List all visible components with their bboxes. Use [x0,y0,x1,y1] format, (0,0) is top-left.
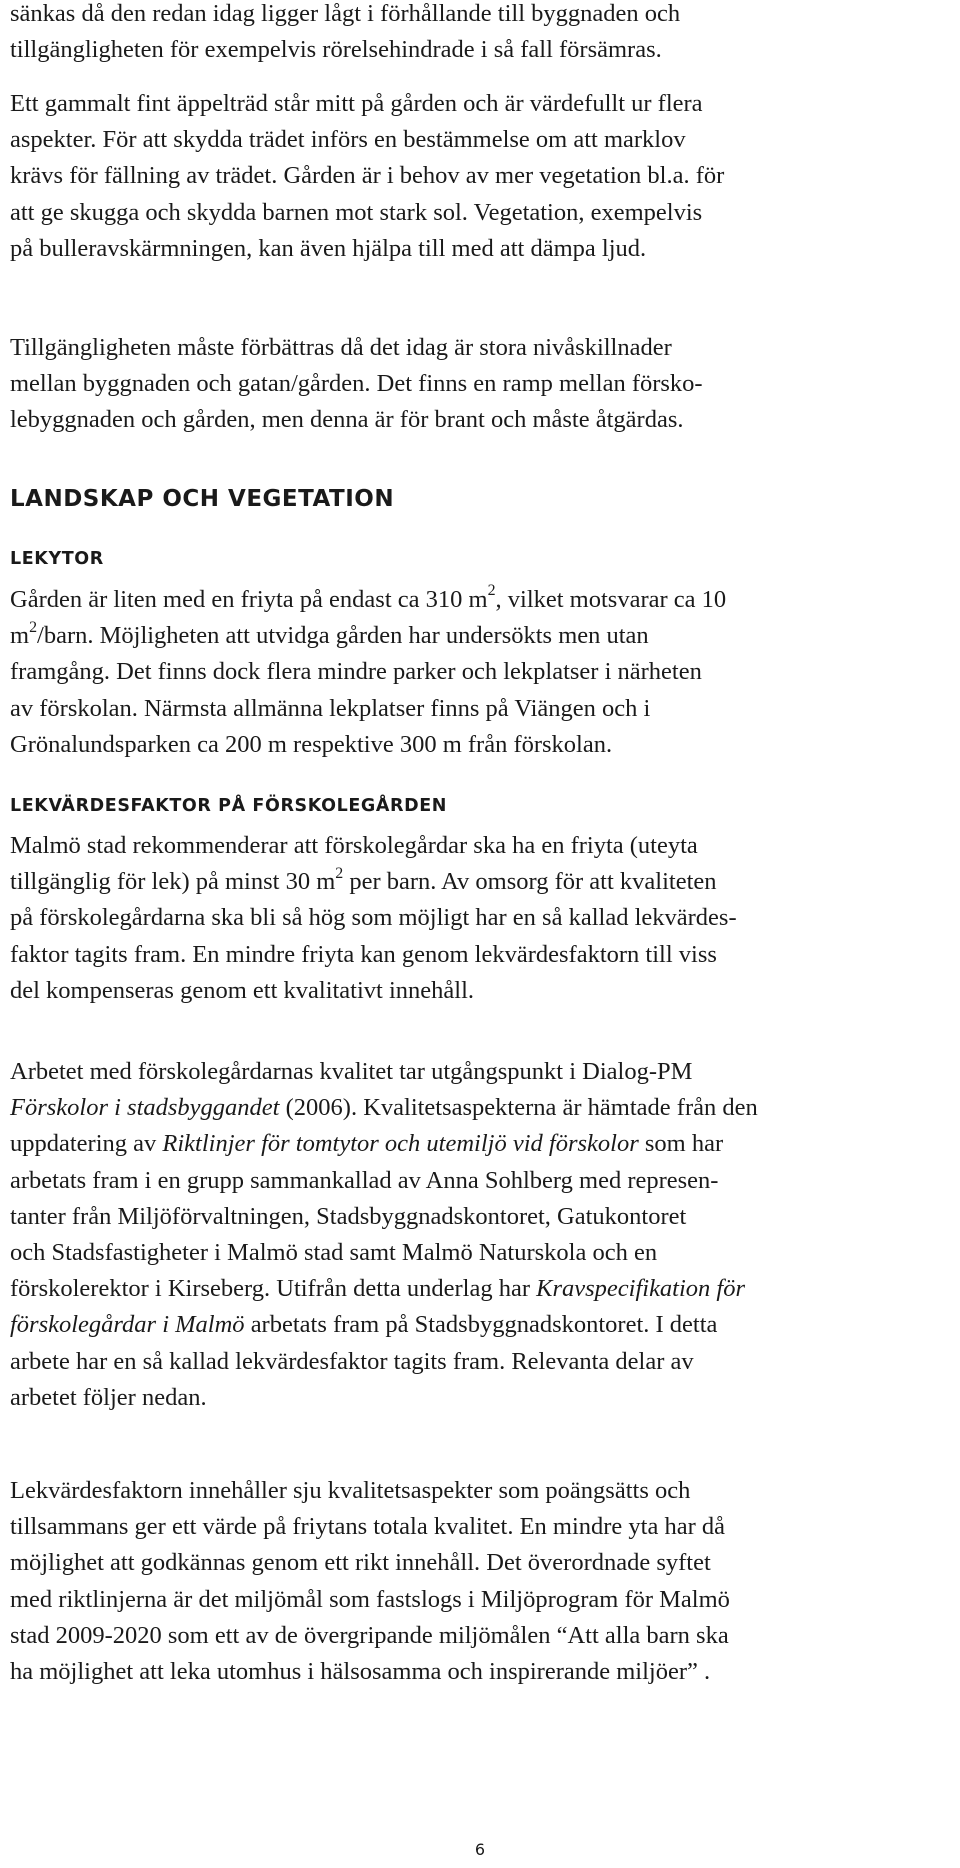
subheading-lekvardesfaktor: LEKVÄRDESFAKTOR PÅ FÖRSKOLEGÅRDEN [10,796,447,816]
paragraph-lekytor: Gården är liten med en friyta på endast ca 310 $m^2$, vilket motsvarar ca 10 $m^2$/barn. Möjligheten att utvidga gården har undersökts men utan framgång. Det finns dock flera mindre parker och lekplatser i närheten av förskolan. Närmsta allmänna lekplatser finns på Viängen och i Grönalundsparken ca 200 m respektive 300 m från förskolan. [10,582,727,758]
page-number: 6 [474,1840,486,1859]
paragraph-malmo-recommendation: Malmö stad rekommenderar att förskolegårdar ska ha en friyta (uteyta tillgänglig för lek) på minst 30 $m^2$ per barn. Av omsorg för att kvaliteten på förskolegårdarna ska bli så hög som möjligt har en så kallad lekvärdes- faktor tagits fram. En mindre friyta kan genom lekvärdesfaktorn till viss del kompenseras genom ett kvalitativt innehåll. [10,832,737,1004]
subheading-lekytor: LEKYTOR [10,549,104,569]
paragraph-lekvardesfaktor: Lekvärdesfaktorn innehåller sju kvalitetsaspekter som poängsätts och tillsammans ger ett värde på friytans totala kvalitet. En mindre yta har då möjlighet att godkännas genom ett rikt innehåll. Det överordnade syftet med riktlinjerna är det miljömål som fastslogs i Miljöprogram för Malmö stad 2009-2020 som ett av de övergripande miljömålen “Att alla barn ska ha möjlighet att leka utomhus i hälsosamma och inspirerande miljöer” . [10,1477,730,1686]
paragraph-intro: sänkas då den redan idag ligger lågt i förhållande till byggnaden och tillgängligheten för exempelvis rörelsehindrade i så fall försämras. [10,0,681,64]
section-heading-landscape: LANDSKAP OCH VEGETATION [10,486,395,512]
paragraph-tree: Ett gammalt fint äppelträd står mitt på gården och är värdefullt ur flera aspekter. För att skydda trädet införs en bestämmelse om att marklov krävs för fällning av trädet. Gården är i behov av mer vegetation bl.a. för att ge skugga och skydda barnen mot stark sol. Vegetation, exempelvis på bulleravskärmningen, kan även hjälpa till med att dämpa ljud. [10,90,725,262]
paragraph-accessibility: Tillgängligheten måste förbättras då det idag är stora nivåskillnader mellan byggnaden och gatan/gården. Det finns en ramp mellan försko- lebyggnaden och gården, men denna är för brant och måste åtgärdas. [10,334,703,434]
paragraph-dialog-pm: Arbetet med förskolegårdarnas kvalitet tar utgångspunkt i Dialog-PM Förskolor i stadsbyggandet (2006). Kvalitetsaspekterna är hämtade från den uppdatering av Riktlinjer för tomtytor och utemiljö vid förskolor som har arbetats fram i en grupp sammankallad av Anna Sohlberg med represen- tanter från Miljöförvaltningen, Stadsbyggnadskontoret, Gatukontoret och Stadsfastigheter i Malmö stad samt Malmö Naturskola och en förskolerektor i Kirseberg. Utifrån detta underlag har Kravspecifikation för förskolegårdar i Malmö arbetats fram på Stadsbyggnadskontoret. I detta arbete har en så kallad lekvärdesfaktor tagits fram. Relevanta delar av arbetet följer nedan. [10,1058,758,1411]
